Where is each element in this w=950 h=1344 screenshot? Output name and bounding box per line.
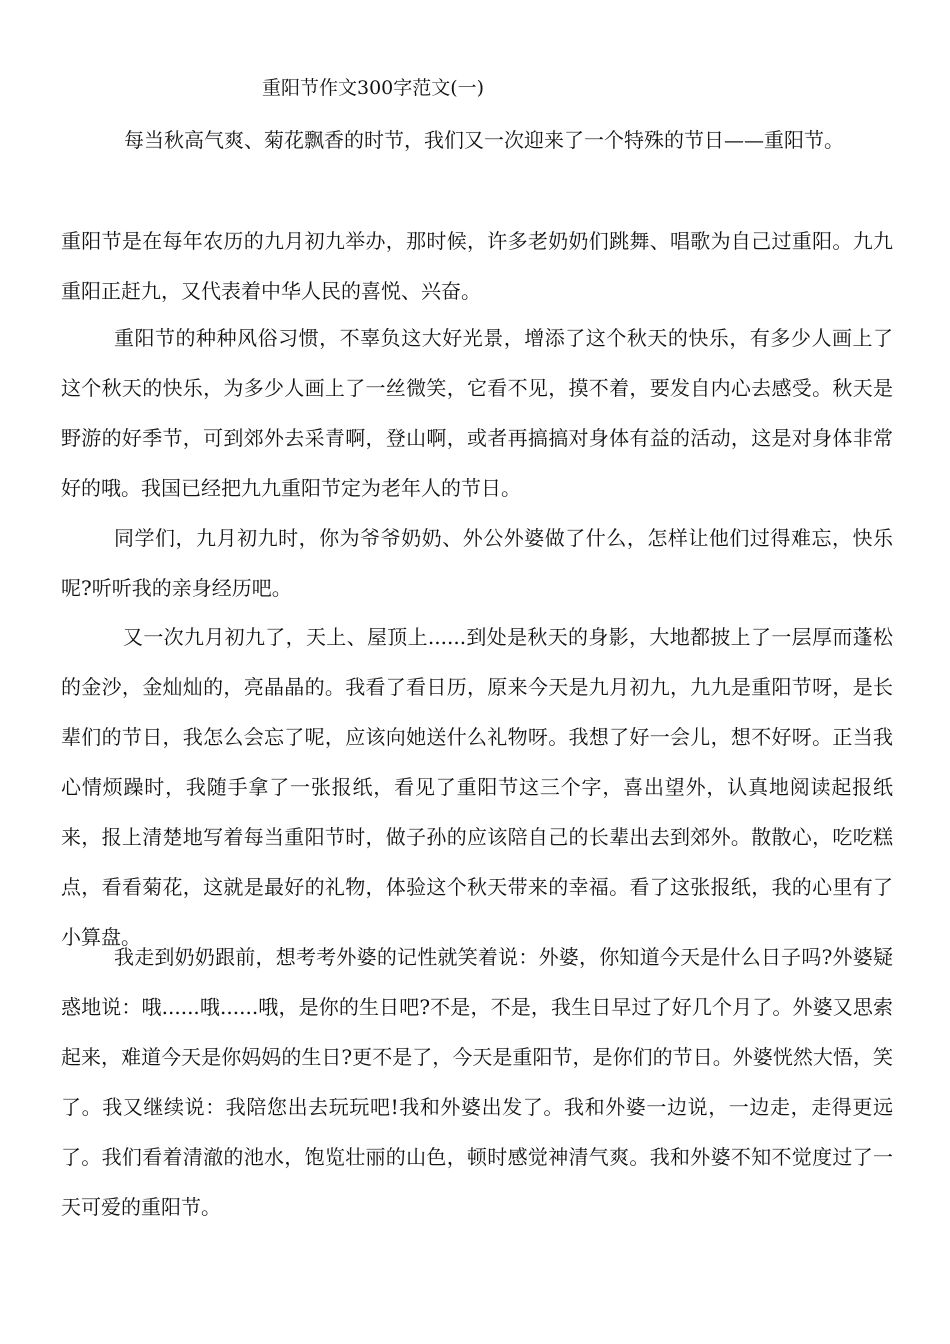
paragraph-4: 同学们，九月初九时，你为爷爷奶奶、外公外婆做了什么，怎样让他们过得难忘，快乐呢?听听我的亲身经历吧。 [61, 526, 893, 600]
paragraph-3: 重阳节的种种风俗习惯，不辜负这大好光景，增添了这个秋天的快乐，有多少人画上了这个秋天的快乐，为多少人画上了一丝微笑，它看不见，摸不着，要发自内心去感受。秋天是野游的好季节，可到郊外去采青啊，登山啊，或者再搞搞对身体有益的活动，这是对身体非常好的哦。我国已经把九九重阳节定为老年人的节日。 [61, 326, 893, 500]
paragraph-6: 我走到奶奶跟前，想考考外婆的记性就笑着说：外婆，你知道今天是什么日子吗?外婆疑惑地说：哦......哦......哦，是你的生日吧?不是，不是，我生日早过了好几个月了。外婆又思索起来，难道今天是你妈妈的生日?更不是了，今天是重阳节，是你们的节日。外婆恍然大悟，笑了。我又继续说：我陪您出去玩玩吧!我和外婆出发了。我和外婆一边说，一边走，走得更远了。我们看着清澈的池水，饱览壮丽的山色，顿时感觉神清气爽。我和外婆不知不觉度过了一天可爱的重阳节。 [61, 945, 893, 1219]
document-title: 重阳节作文300字范文(一) [262, 77, 485, 99]
paragraph-2: 重阳节是在每年农历的九月初九举办，那时候，许多老奶奶们跳舞、唱歌为自己过重阳。九九重阳正赶九，又代表着中华人民的喜悦、兴奋。 [61, 229, 893, 303]
paragraph-1: 每当秋高气爽、菊花飘香的时节，我们又一次迎来了一个特殊的节日——重阳节。 [124, 128, 844, 152]
paragraph-5: 又一次九月初九了，天上、屋顶上......到处是秋天的身影，大地都披上了一层厚而蓬松的金沙，金灿灿的，亮晶晶的。我看了看日历，原来今天是九月初九，九九是重阳节呀，是长辈们的节日，我怎么会忘了呢，应该向她送什么礼物呀。我想了好一会儿，想不好呀。正当我心情烦躁时，我随手拿了一张报纸，看见了重阳节这三个字，喜出望外，认真地阅读起报纸来，报上清楚地写着每当重阳节时，做子孙的应该陪自己的长辈出去到郊外。散散心，吃吃糕点，看看菊花，这就是最好的礼物，体验这个秋天带来的幸福。看了这张报纸，我的心里有了小算盘。 [61, 625, 893, 949]
